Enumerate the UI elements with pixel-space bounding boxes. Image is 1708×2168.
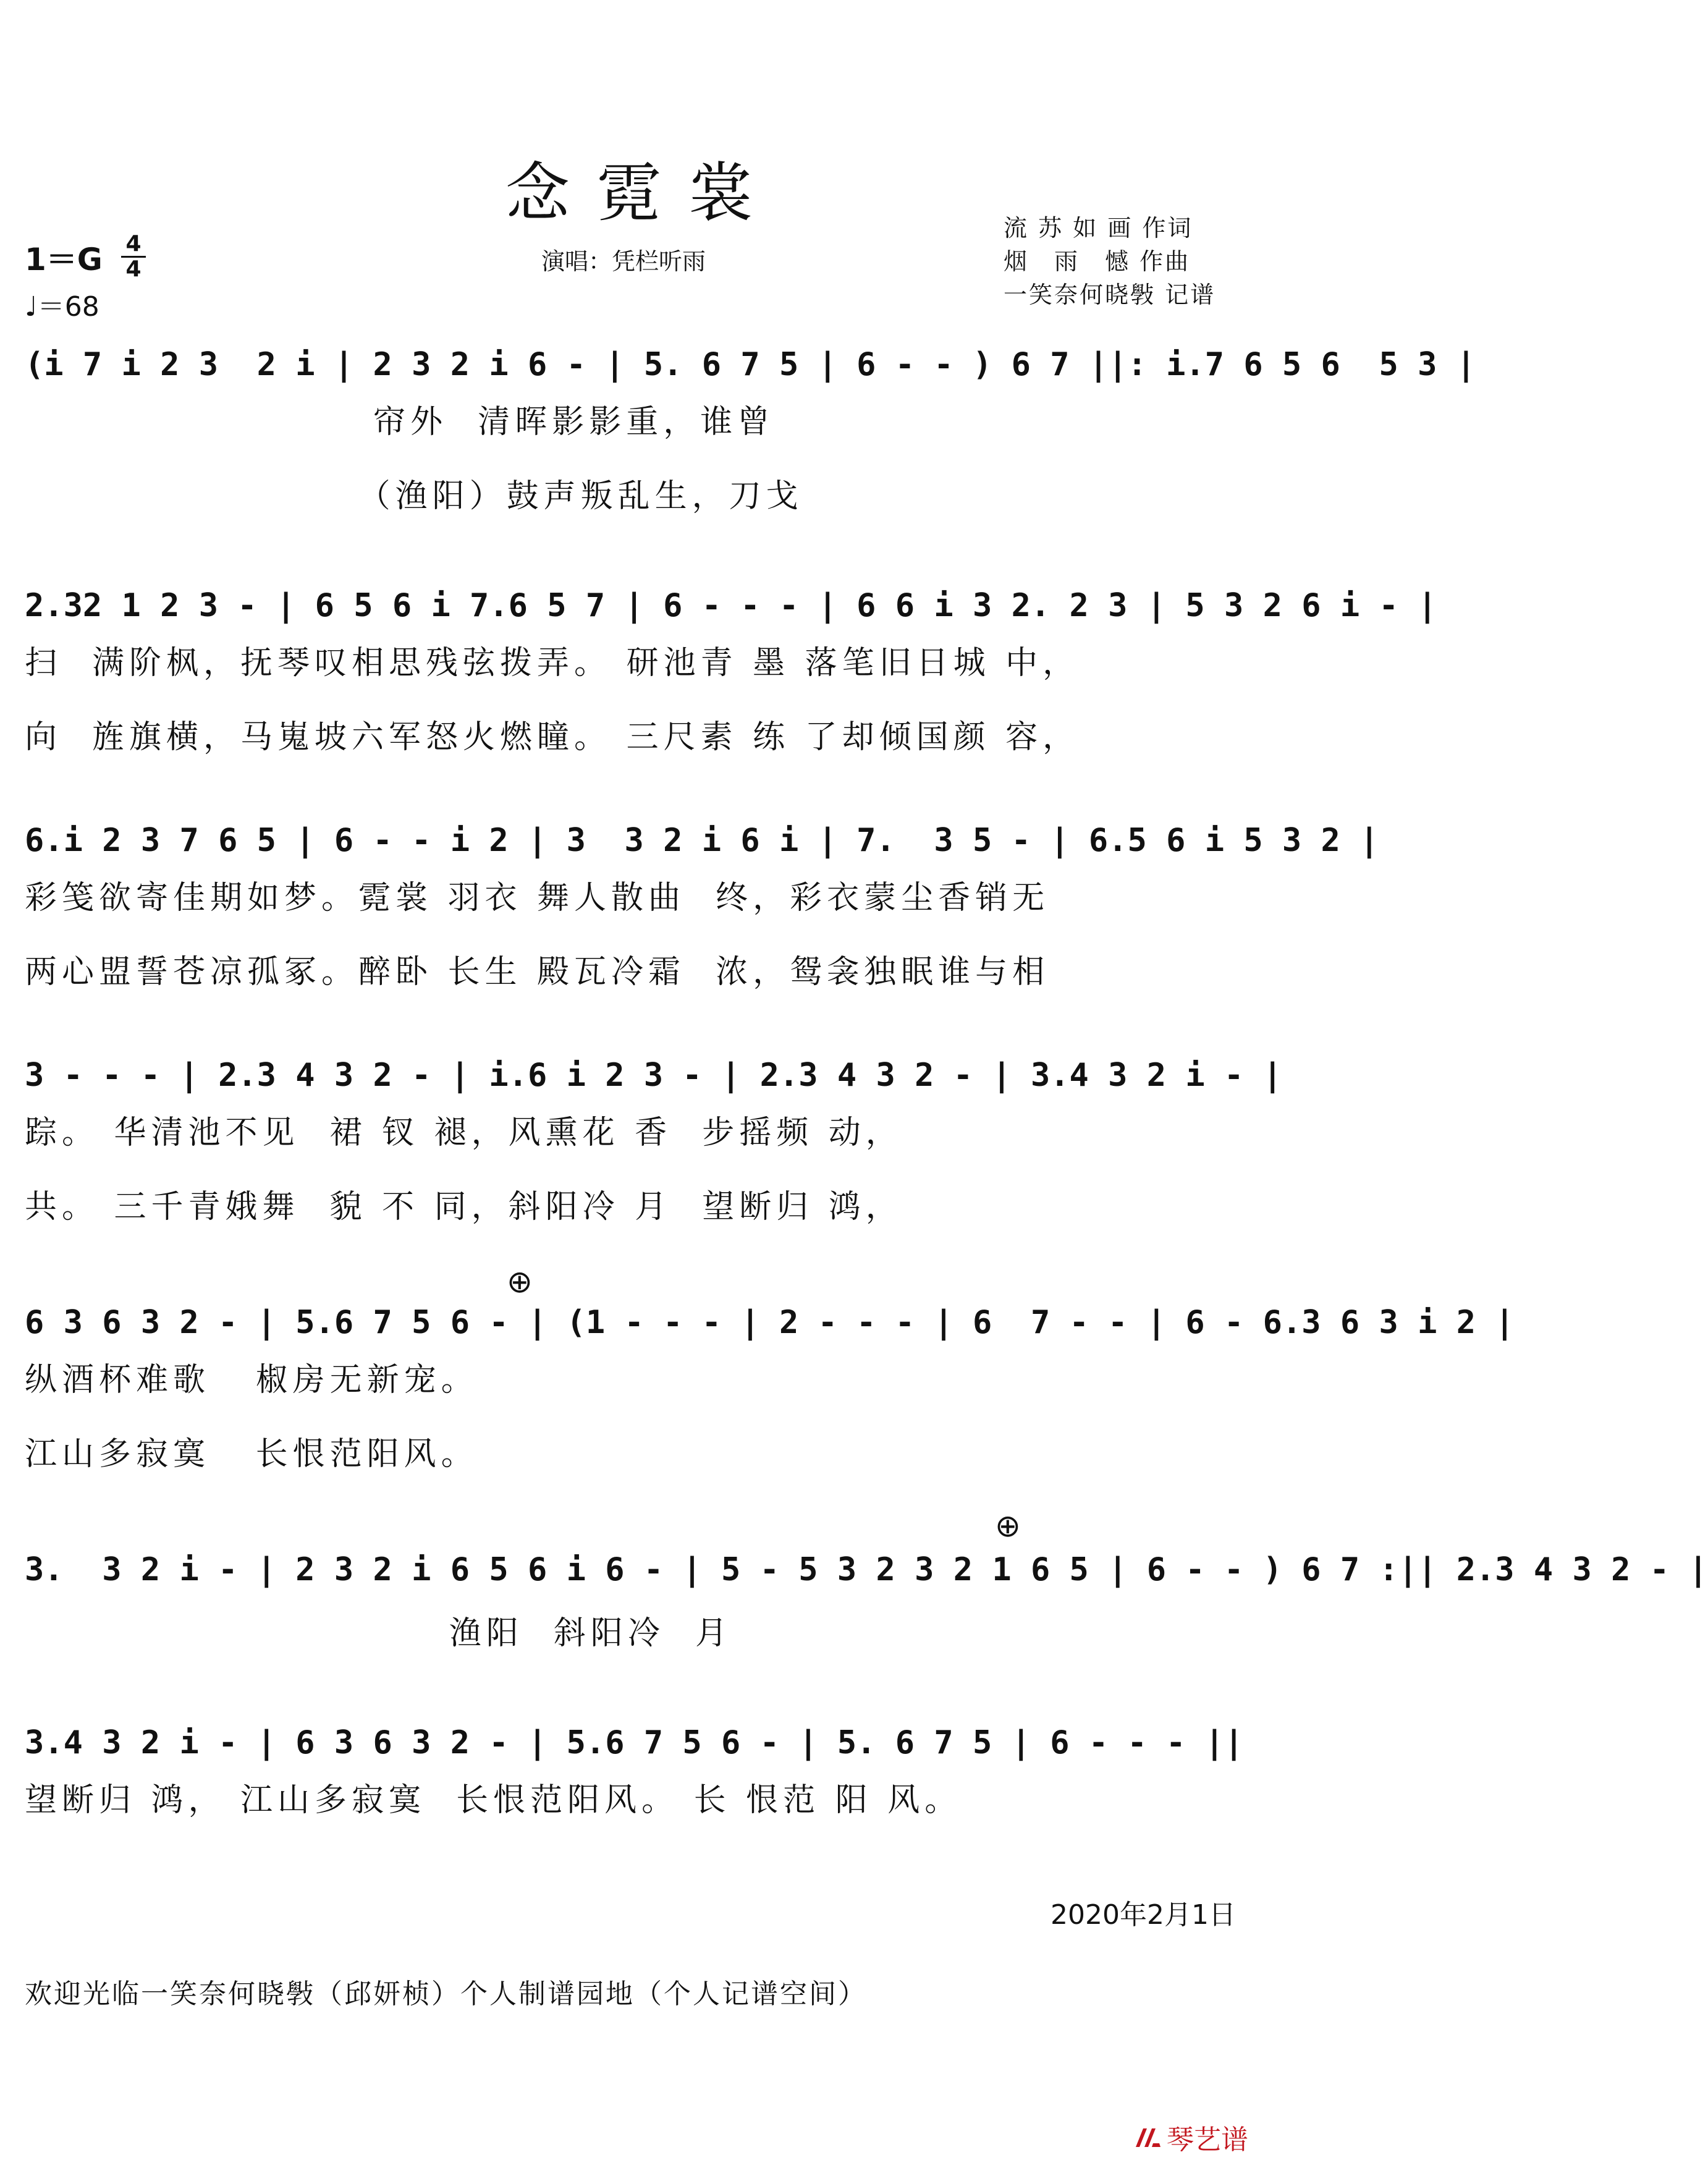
composer-credit: 烟 雨 憾 作曲 xyxy=(1004,248,1191,275)
key-signature: 1＝G xyxy=(25,242,103,277)
page-title: 念霓裳 xyxy=(505,155,780,231)
notation-row-3: 6.i 2 3 7 6 5 | 6 - - i 2 | 3 3 2 i 6 i | 7. 3 5 - | 6.5 6 i 5 3 2 | xyxy=(25,822,1379,859)
lyric-line-5b: 江山多寂寞 长恨范阳风。 xyxy=(25,1436,478,1473)
lyric-line-2a: 扫 满阶枫，抚琴叹相思残弦拨弄。 研池青 墨 落笔旧日城 中， xyxy=(25,645,1080,682)
notation-row-7: 3.4 3 2 i - | 6 3 6 3 2 - | 5.6 7 5 6 - | 5. 6 7 5 | 6 - - - || xyxy=(25,1724,1244,1761)
notation-row-4: 3 - - - | 2.3 4 3 2 - | i.6 i 2 3 - | 2.3 4 3 2 - | 3.4 3 2 i - | xyxy=(25,1057,1282,1094)
lyricist-credit: 流 苏 如 画 作词 xyxy=(1004,214,1193,242)
lyric-line-6a: 渔阳 斜阳冷 月 xyxy=(25,1615,732,1652)
lyric-line-5a: 纵酒杯难歌 椒房无新宠。 xyxy=(25,1361,478,1399)
singer-credit: 演唱：凭栏听雨 xyxy=(541,248,706,275)
time-signature-upper: 4 xyxy=(121,232,146,258)
notation-row-5: 6 3 6 3 2 - | 5.6 7 5 6 - | (1 - - - | 2 - - - | 6 7 - - | 6 - 6.3 6 3 i 2 | xyxy=(25,1304,1515,1341)
lyric-line-2b: 向 旌旗横，马嵬坡六军怒火燃瞳。 三尺素 练 了却倾国颜 容， xyxy=(25,719,1080,756)
time-signature-lower: 4 xyxy=(125,256,142,282)
date-stamp: 2020年2月1日 xyxy=(1051,1899,1236,1931)
lyric-line-1a: 帘外 清晖影影重，谁曾 xyxy=(25,404,775,441)
lyric-line-4b: 共。 三千青娥舞 貌 不 同，斜阳冷 月 望断归 鸿， xyxy=(25,1188,903,1226)
notation-row-2: 2.32 1 2 3 - | 6 5 6 i 7.6 5 7 | 6 - - - | 6 6 i 3 2. 2 3 | 5 3 2 6 i - | xyxy=(25,587,1437,624)
lyric-line-1b: （渔阳）鼓声叛乱生，刀戈 xyxy=(25,478,803,515)
notation-row-6: 3. 3 2 i - | 2 3 2 i 6 5 6 i 6 - | 5 - 5 3 2 3 2 1 6 5 | 6 - - ) 6 7 :|| 2.3 4 3 2 - | xyxy=(25,1551,1708,1588)
tempo-marking: ♩＝68 xyxy=(25,291,99,323)
coda-icon: ⊕ xyxy=(995,1508,1021,1544)
lyric-line-3b: 两心盟誓苍凉孤冢。醉卧 长生 殿瓦冷霜 浓，鸳衾独眠谁与相 xyxy=(25,954,1050,991)
watermark-text: 琴艺谱 xyxy=(1167,2124,1248,2156)
welcome-note: 欢迎光临一笑奈何晓斅（邱妍桢）个人制谱园地（个人记谱空间） xyxy=(25,1978,867,2010)
transcriber-credit: 一笑奈何晓斅 记谱 xyxy=(1004,281,1216,308)
lyric-line-4a: 踪。 华清池不见 裙 钗 褪，风熏花 香 步摇频 动， xyxy=(25,1114,903,1151)
time-signature xyxy=(121,232,146,281)
coda-icon: ⊕ xyxy=(507,1264,533,1300)
logo-icon xyxy=(1133,2125,1163,2149)
notation-row-1: (i 7 i 2 3 2 i | 2 3 2 i 6 - | 5. 6 7 5 | 6 - - ) 6 7 ||: i.7 6 5 6 5 3 | xyxy=(25,346,1476,383)
lyric-line-3a: 彩笺欲寄佳期如梦。霓裳 羽衣 舞人散曲 终，彩衣蒙尘香销无 xyxy=(25,879,1050,917)
watermark-logo xyxy=(1133,2117,1248,2157)
lyric-line-7a: 望断归 鸿， 江山多寂寞 长恨范阳风。 长 恨范 阳 风。 xyxy=(25,1782,962,1819)
